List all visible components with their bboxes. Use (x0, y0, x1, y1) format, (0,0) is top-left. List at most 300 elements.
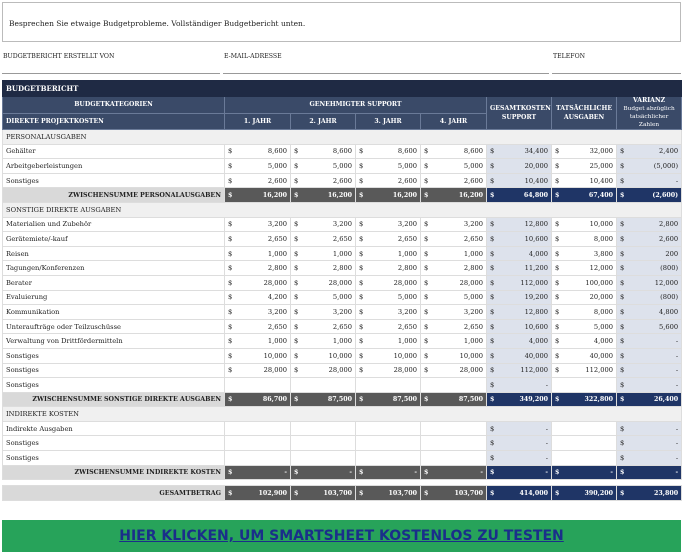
cell-value: - (675, 424, 679, 433)
subtotal-actual-cell[interactable] (552, 465, 617, 480)
subtotal-year-cell[interactable] (356, 188, 421, 203)
cell-value: 2,400 (658, 147, 679, 156)
total-cell[interactable] (487, 334, 552, 349)
actual-cell[interactable] (552, 334, 617, 349)
variance-header (617, 97, 682, 130)
subtotal-variance-cell[interactable] (617, 465, 682, 480)
cell-value: 390,200 (584, 489, 613, 497)
cell-value: 322,800 (584, 395, 613, 403)
row-label[interactable]: Gerätemiete/-kauf (3, 232, 225, 247)
year-cell[interactable] (291, 246, 356, 261)
year-cell[interactable] (356, 348, 421, 363)
row-label[interactable]: Sonstiges (3, 363, 225, 378)
cell-value: 1,000 (463, 337, 483, 346)
subtotal-label: ZWISCHENSUMME SONSTIGE DIREKTE AUSGABEN (3, 392, 225, 407)
year-cell[interactable] (356, 436, 421, 451)
actual-cell[interactable] (552, 319, 617, 334)
currency-symbol: $ (490, 366, 495, 375)
variance-cell[interactable] (617, 290, 682, 305)
grand-total-year-cell[interactable] (225, 486, 291, 501)
year-cell[interactable] (356, 334, 421, 349)
year-cell[interactable] (291, 232, 356, 247)
subtotal-year-cell[interactable] (291, 465, 356, 480)
year-cell[interactable] (225, 334, 291, 349)
year-cell[interactable] (225, 144, 291, 159)
cell-value: 16,200 (327, 191, 352, 199)
phone-field[interactable] (552, 53, 681, 74)
currency-symbol: $ (620, 293, 625, 302)
actual-cell[interactable] (552, 275, 617, 290)
variance-cell[interactable] (617, 173, 682, 188)
cell-value: 10,600 (524, 234, 548, 243)
year-cell[interactable] (225, 319, 291, 334)
total-cell[interactable] (487, 159, 552, 174)
total-cell[interactable] (487, 173, 552, 188)
currency-symbol: $ (490, 191, 495, 199)
currency-symbol: $ (555, 191, 560, 199)
row-label[interactable]: Unteraufträge oder Teilzuschüsse (3, 319, 225, 334)
actual-cell[interactable] (552, 246, 617, 261)
year-cell[interactable] (291, 144, 356, 159)
year-cell[interactable] (225, 421, 291, 436)
variance-cell[interactable] (617, 451, 682, 466)
cell-value: 23,800 (654, 489, 679, 497)
currency-symbol: $ (555, 220, 560, 229)
year-cell[interactable] (356, 363, 421, 378)
actual-cell[interactable] (552, 305, 617, 320)
currency-symbol: $ (294, 395, 299, 403)
variance-cell[interactable] (617, 378, 682, 393)
year-cell[interactable] (356, 290, 421, 305)
cell-value: 16,200 (458, 191, 483, 199)
year-cell[interactable] (421, 334, 487, 349)
cell-value: - (545, 468, 548, 476)
cell-value: 12,800 (524, 220, 548, 229)
cell-value: 103,700 (323, 489, 352, 497)
year-cell[interactable] (291, 305, 356, 320)
year-cell[interactable] (421, 290, 487, 305)
cell-value: 25,000 (589, 161, 613, 170)
cell-value: 10,400 (524, 176, 548, 185)
report-meta (2, 53, 681, 75)
subtotal-total-cell[interactable] (487, 392, 552, 407)
currency-symbol: $ (490, 380, 495, 389)
actual-cell[interactable] (552, 348, 617, 363)
cell-value: 2,800 (658, 220, 679, 229)
year-cell[interactable] (291, 173, 356, 188)
currency-symbol: $ (424, 489, 429, 497)
year-cell[interactable] (356, 451, 421, 466)
year-cell[interactable] (356, 421, 421, 436)
cell-value: 87,500 (458, 395, 483, 403)
row-label[interactable]: Gehälter (3, 144, 225, 159)
year-cell[interactable] (291, 261, 356, 276)
currency-symbol: $ (620, 351, 625, 360)
row-label[interactable]: Evaluierung (3, 290, 225, 305)
row-label[interactable]: Sonstiges (3, 173, 225, 188)
actual-cell[interactable] (552, 436, 617, 451)
cell-value: 5,000 (332, 293, 352, 302)
currency-symbol: $ (424, 176, 429, 185)
subtotal-variance-cell[interactable] (617, 392, 682, 407)
author-field[interactable] (2, 53, 220, 74)
currency-symbol: $ (620, 468, 625, 476)
cell-value: 3,200 (463, 307, 483, 316)
cell-value: 2,650 (463, 234, 483, 243)
cell-value: 32,000 (589, 147, 613, 156)
currency-symbol: $ (620, 380, 625, 389)
cell-value: 3,200 (397, 220, 417, 229)
year-cell[interactable] (291, 436, 356, 451)
subtotal-total-cell[interactable] (487, 188, 552, 203)
currency-symbol: $ (490, 234, 495, 243)
cell-value: 20,000 (524, 161, 548, 170)
grand-total-year-cell[interactable] (421, 486, 487, 501)
total-cell[interactable] (487, 451, 552, 466)
actual-cell[interactable] (552, 232, 617, 247)
variance-cell[interactable] (617, 159, 682, 174)
cell-value: - (675, 468, 679, 476)
year-cell[interactable] (291, 334, 356, 349)
cell-value: 349,200 (519, 395, 548, 403)
cell-value: 8,600 (397, 147, 417, 156)
row-label[interactable]: Sonstiges (3, 348, 225, 363)
grand-total-row (3, 486, 682, 501)
year-2-header: 2. JAHR (291, 113, 356, 130)
row-label[interactable]: Sonstiges (3, 451, 225, 466)
variance-cell[interactable] (617, 217, 682, 232)
currency-symbol: $ (359, 322, 364, 331)
total-cell[interactable] (487, 232, 552, 247)
year-cell[interactable] (225, 290, 291, 305)
cta-banner[interactable] (2, 520, 681, 552)
subtotal-year-cell[interactable] (421, 188, 487, 203)
cell-value: 12,000 (589, 264, 613, 273)
total-cell[interactable] (487, 246, 552, 261)
row-label[interactable]: Reisen (3, 246, 225, 261)
year-cell[interactable] (291, 363, 356, 378)
year-cell[interactable] (421, 159, 487, 174)
currency-symbol: $ (228, 366, 233, 375)
subtotal-total-cell[interactable] (487, 465, 552, 480)
year-cell[interactable] (225, 232, 291, 247)
row-label[interactable]: Materialien und Zubehör (3, 217, 225, 232)
year-cell[interactable] (356, 261, 421, 276)
year-cell[interactable] (421, 319, 487, 334)
total-cell[interactable] (487, 363, 552, 378)
cell-value: 2,800 (267, 264, 287, 273)
year-cell[interactable] (225, 246, 291, 261)
year-cell[interactable] (421, 305, 487, 320)
variance-cell[interactable] (617, 436, 682, 451)
direct-costs-header: DIREKTE PROJEKTKOSTEN (3, 113, 225, 130)
section-title: PERSONALAUSGABEN (3, 130, 682, 145)
row-label[interactable]: Tagungen/Konferenzen (3, 261, 225, 276)
year-cell[interactable] (225, 275, 291, 290)
row-label[interactable]: Sonstiges (3, 436, 225, 451)
total-cell[interactable] (487, 217, 552, 232)
cell-value: 5,000 (397, 293, 417, 302)
cell-value: 1,000 (267, 337, 287, 346)
year-cell[interactable] (356, 217, 421, 232)
variance-cell[interactable] (617, 348, 682, 363)
actual-cell[interactable] (552, 451, 617, 466)
currency-symbol: $ (359, 307, 364, 316)
cell-value: 26,400 (654, 395, 679, 403)
variance-cell[interactable] (617, 334, 682, 349)
currency-symbol: $ (359, 278, 364, 287)
cell-value: - (545, 439, 548, 448)
year-cell[interactable] (291, 217, 356, 232)
cell-value: 103,700 (454, 489, 483, 497)
currency-symbol: $ (228, 191, 233, 199)
year-cell[interactable] (225, 159, 291, 174)
grand-total-label: GESAMTBETRAG (3, 486, 225, 501)
subtotal-actual-cell[interactable] (552, 392, 617, 407)
year-cell[interactable] (421, 144, 487, 159)
cell-value: 4,000 (593, 337, 613, 346)
actual-cell[interactable] (552, 159, 617, 174)
cell-value: (5,000) (653, 161, 679, 170)
total-cell[interactable] (487, 348, 552, 363)
total-cell[interactable] (487, 275, 552, 290)
currency-symbol: $ (620, 307, 625, 316)
year-cell[interactable] (291, 275, 356, 290)
year-cell[interactable] (291, 319, 356, 334)
total-cell[interactable] (487, 319, 552, 334)
currency-symbol: $ (555, 337, 560, 346)
year-cell[interactable] (225, 436, 291, 451)
currency-symbol: $ (228, 489, 233, 497)
row-label[interactable]: Indirekte Ausgaben (3, 421, 225, 436)
year-cell[interactable] (225, 217, 291, 232)
currency-symbol: $ (424, 395, 429, 403)
actual-cell[interactable] (552, 421, 617, 436)
year-cell[interactable] (356, 275, 421, 290)
total-cell[interactable] (487, 290, 552, 305)
cell-value: 2,650 (397, 234, 417, 243)
year-cell[interactable] (225, 378, 291, 393)
subtotal-year-cell[interactable] (225, 392, 291, 407)
year-cell[interactable] (225, 305, 291, 320)
year-cell[interactable] (356, 246, 421, 261)
cell-value: 28,000 (459, 366, 483, 375)
year-cell[interactable] (225, 363, 291, 378)
currency-symbol: $ (294, 489, 299, 497)
actual-cell[interactable] (552, 144, 617, 159)
year-cell[interactable] (421, 246, 487, 261)
cell-value: 10,600 (524, 322, 548, 331)
currency-symbol: $ (228, 220, 233, 229)
grand-total-year-cell[interactable] (291, 486, 356, 501)
year-cell[interactable] (421, 173, 487, 188)
currency-symbol: $ (555, 307, 560, 316)
currency-symbol: $ (228, 234, 233, 243)
currency-symbol: $ (424, 322, 429, 331)
subtotal-year-cell[interactable] (291, 188, 356, 203)
variance-cell[interactable] (617, 232, 682, 247)
variance-cell[interactable] (617, 246, 682, 261)
cell-value: 10,000 (263, 351, 287, 360)
cell-value: (800) (660, 293, 679, 302)
total-cell[interactable] (487, 305, 552, 320)
budget-table (2, 80, 682, 501)
cell-value: 2,600 (332, 176, 352, 185)
currency-symbol: $ (424, 337, 429, 346)
cell-value: 5,000 (332, 161, 352, 170)
cell-value: 28,000 (393, 366, 417, 375)
year-cell[interactable] (291, 159, 356, 174)
currency-symbol: $ (228, 278, 233, 287)
year-cell[interactable] (421, 217, 487, 232)
year-cell[interactable] (356, 144, 421, 159)
table-row (3, 246, 682, 261)
year-cell[interactable] (356, 378, 421, 393)
cell-value: - (675, 176, 679, 185)
table-row (3, 363, 682, 378)
cell-value: - (545, 424, 548, 433)
total-cell[interactable] (487, 421, 552, 436)
currency-symbol: $ (359, 234, 364, 243)
cell-value: 2,650 (332, 234, 352, 243)
year-cell[interactable] (291, 290, 356, 305)
cell-value: 4,000 (528, 337, 548, 346)
cell-value: 87,500 (327, 395, 352, 403)
year-cell[interactable] (291, 421, 356, 436)
currency-symbol: $ (555, 322, 560, 331)
actual-cell[interactable] (552, 173, 617, 188)
currency-symbol: $ (359, 489, 364, 497)
cta-link[interactable]: HIER KLICKEN, UM SMARTSHEET KOSTENLOS ZU TESTEN (119, 528, 564, 544)
grand-total-variance-cell[interactable] (617, 486, 682, 501)
cell-value: 3,200 (332, 307, 352, 316)
year-cell[interactable] (225, 173, 291, 188)
cell-value: 1,000 (332, 249, 352, 258)
subtotal-year-cell[interactable] (225, 188, 291, 203)
year-cell[interactable] (421, 348, 487, 363)
variance-cell[interactable] (617, 363, 682, 378)
currency-symbol: $ (490, 307, 495, 316)
year-cell[interactable] (421, 275, 487, 290)
year-cell[interactable] (225, 261, 291, 276)
subtotal-row (3, 392, 682, 407)
currency-symbol: $ (620, 234, 625, 243)
currency-symbol: $ (555, 234, 560, 243)
year-cell[interactable] (421, 232, 487, 247)
year-cell[interactable] (421, 261, 487, 276)
currency-symbol: $ (424, 366, 429, 375)
note-box[interactable] (2, 2, 681, 42)
subtotal-year-cell[interactable] (356, 392, 421, 407)
subtotal-year-cell[interactable] (225, 465, 291, 480)
cell-value: 28,000 (393, 278, 417, 287)
subtotal-year-cell[interactable] (421, 392, 487, 407)
year-cell[interactable] (421, 436, 487, 451)
year-cell[interactable] (356, 159, 421, 174)
subtotal-year-cell[interactable] (356, 465, 421, 480)
subtotal-year-cell[interactable] (291, 392, 356, 407)
variance-cell[interactable] (617, 421, 682, 436)
year-cell[interactable] (356, 232, 421, 247)
cell-value: 3,200 (267, 220, 287, 229)
cell-value: - (480, 468, 483, 476)
total-cell[interactable] (487, 378, 552, 393)
row-label[interactable]: Berater (3, 275, 225, 290)
section-title: SONSTIGE DIREKTE AUSGABEN (3, 202, 682, 217)
table-row (3, 232, 682, 247)
section-header-row (3, 130, 682, 145)
email-field[interactable] (223, 53, 549, 74)
currency-symbol: $ (490, 337, 495, 346)
variance-cell[interactable] (617, 261, 682, 276)
variance-cell[interactable] (617, 144, 682, 159)
actual-cell[interactable] (552, 363, 617, 378)
actual-cell[interactable] (552, 217, 617, 232)
variance-cell[interactable] (617, 319, 682, 334)
year-cell[interactable] (291, 348, 356, 363)
currency-symbol: $ (620, 395, 625, 403)
grand-total-year-cell[interactable] (356, 486, 421, 501)
currency-symbol: $ (490, 161, 495, 170)
variance-cell[interactable] (617, 305, 682, 320)
currency-symbol: $ (294, 191, 299, 199)
currency-symbol: $ (294, 293, 299, 302)
currency-symbol: $ (555, 161, 560, 170)
year-cell[interactable] (291, 451, 356, 466)
row-label[interactable]: Sonstiges (3, 378, 225, 393)
currency-symbol: $ (359, 366, 364, 375)
year-cell[interactable] (421, 378, 487, 393)
year-cell[interactable] (291, 378, 356, 393)
year-cell[interactable] (356, 173, 421, 188)
subtotal-variance-cell[interactable] (617, 188, 682, 203)
variance-cell[interactable] (617, 275, 682, 290)
phone-label: TELEFON (553, 53, 586, 60)
row-label[interactable]: Kommunikation (3, 305, 225, 320)
subtotal-row (3, 188, 682, 203)
actual-cell[interactable] (552, 290, 617, 305)
subtotal-actual-cell[interactable] (552, 188, 617, 203)
year-cell[interactable] (356, 305, 421, 320)
grand-total-actual-cell[interactable] (552, 486, 617, 501)
total-cell[interactable] (487, 436, 552, 451)
year-cell[interactable] (356, 319, 421, 334)
cell-value: 2,650 (332, 322, 352, 331)
currency-symbol: $ (359, 191, 364, 199)
cell-value: - (675, 439, 679, 448)
subtotal-year-cell[interactable] (421, 465, 487, 480)
total-cell[interactable] (487, 144, 552, 159)
actual-cell[interactable] (552, 261, 617, 276)
grand-total-total-cell[interactable] (487, 486, 552, 501)
year-cell[interactable] (421, 421, 487, 436)
currency-symbol: $ (294, 468, 299, 476)
cell-value: 12,800 (524, 307, 548, 316)
row-label[interactable]: Verwaltung von Drittfördermitteln (3, 334, 225, 349)
currency-symbol: $ (294, 176, 299, 185)
currency-symbol: $ (620, 161, 625, 170)
year-cell[interactable] (421, 451, 487, 466)
row-label[interactable]: Arbeitgeberleistungen (3, 159, 225, 174)
total-cell[interactable] (487, 261, 552, 276)
email-label: E-MAIL-ADRESSE (224, 53, 282, 60)
year-cell[interactable] (421, 363, 487, 378)
actual-cell[interactable] (552, 378, 617, 393)
year-cell[interactable] (225, 451, 291, 466)
total-support-header: GESAMTKOSTEN SUPPORT (487, 97, 552, 130)
year-cell[interactable] (225, 348, 291, 363)
cell-value: 40,000 (524, 351, 548, 360)
